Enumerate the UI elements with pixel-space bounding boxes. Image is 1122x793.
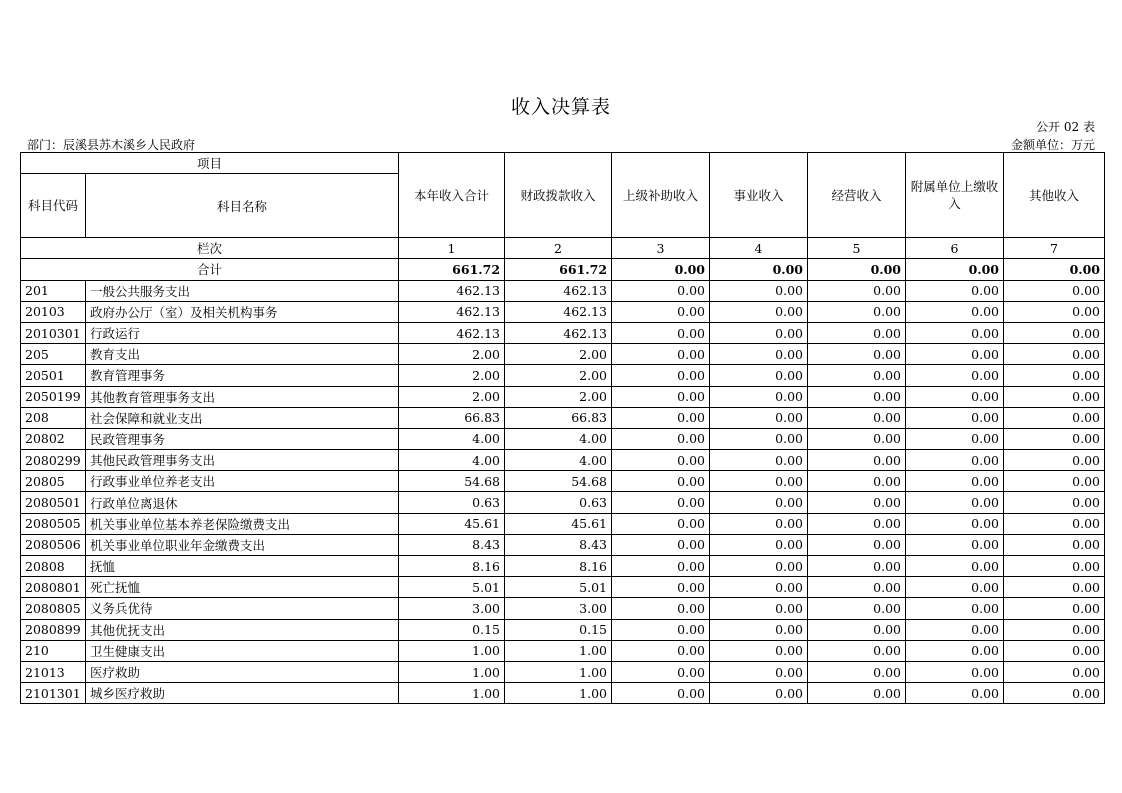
total-cell: 0.00 xyxy=(808,259,906,280)
header-name: 科目名称 xyxy=(86,174,399,238)
amount-cell: 0.00 xyxy=(906,386,1004,407)
amount-cell: 45.61 xyxy=(505,513,612,534)
amount-cell: 2.00 xyxy=(505,386,612,407)
subject-code: 2080805 xyxy=(21,598,86,619)
subject-code: 2050199 xyxy=(21,386,86,407)
subject-code: 2080501 xyxy=(21,492,86,513)
amount-cell: 0.15 xyxy=(505,619,612,640)
amount-cell: 2.00 xyxy=(399,344,505,365)
amount-cell: 0.00 xyxy=(808,344,906,365)
amount-cell: 0.00 xyxy=(710,344,808,365)
amount-cell: 2.00 xyxy=(505,344,612,365)
amount-cell: 0.00 xyxy=(1004,280,1105,301)
amount-cell: 0.00 xyxy=(612,428,710,449)
column-number-7: 7 xyxy=(1004,238,1105,259)
table-row xyxy=(21,280,1105,301)
amount-cell: 0.00 xyxy=(710,661,808,682)
amount-cell: 0.00 xyxy=(710,322,808,343)
table-row xyxy=(21,407,1105,428)
amount-cell: 5.01 xyxy=(399,577,505,598)
total-label: 合计 xyxy=(21,259,399,280)
table-row xyxy=(21,428,1105,449)
amount-cell: 0.00 xyxy=(710,365,808,386)
amount-cell: 0.00 xyxy=(808,598,906,619)
subject-name: 机关事业单位基本养老保险缴费支出 xyxy=(86,513,399,534)
amount-cell: 0.00 xyxy=(612,386,710,407)
subject-name: 机关事业单位职业年金缴费支出 xyxy=(86,534,399,555)
amount-cell: 0.00 xyxy=(710,598,808,619)
subject-name: 一般公共服务支出 xyxy=(86,280,399,301)
amount-cell: 0.00 xyxy=(906,556,1004,577)
amount-cell: 8.43 xyxy=(399,534,505,555)
amount-cell: 0.00 xyxy=(612,598,710,619)
form-number: 公开 02 表 xyxy=(1036,120,1095,134)
amount-cell: 0.00 xyxy=(1004,322,1105,343)
amount-cell: 3.00 xyxy=(505,598,612,619)
amount-cell: 0.00 xyxy=(906,428,1004,449)
amount-cell: 0.00 xyxy=(808,322,906,343)
subject-code: 2080899 xyxy=(21,619,86,640)
income-table xyxy=(20,152,1105,704)
subject-code: 21013 xyxy=(21,661,86,682)
amount-cell: 0.00 xyxy=(906,640,1004,661)
subject-code: 205 xyxy=(21,344,86,365)
amount-cell: 4.00 xyxy=(505,428,612,449)
subject-name: 行政单位离退休 xyxy=(86,492,399,513)
amount-cell: 0.00 xyxy=(1004,534,1105,555)
subject-code: 2010301 xyxy=(21,322,86,343)
department-label: 部门：辰溪县苏木溪乡人民政府 xyxy=(27,138,196,152)
amount-cell: 2.00 xyxy=(399,365,505,386)
amount-cell: 0.00 xyxy=(612,640,710,661)
amount-cell: 0.00 xyxy=(710,534,808,555)
amount-cell: 0.00 xyxy=(906,301,1004,322)
subject-code: 20802 xyxy=(21,428,86,449)
amount-cell: 0.00 xyxy=(710,471,808,492)
amount-cell: 0.00 xyxy=(710,556,808,577)
header-project: 项目 xyxy=(21,153,399,174)
amount-cell: 0.00 xyxy=(808,407,906,428)
amount-cell: 0.00 xyxy=(612,301,710,322)
amount-cell: 462.13 xyxy=(505,280,612,301)
amount-cell: 0.00 xyxy=(808,577,906,598)
table-row xyxy=(21,661,1105,682)
amount-cell: 0.00 xyxy=(808,280,906,301)
amount-cell: 0.00 xyxy=(612,492,710,513)
amount-cell: 0.00 xyxy=(612,683,710,704)
header-code: 科目代码 xyxy=(21,174,86,238)
subject-name: 其他教育管理事务支出 xyxy=(86,386,399,407)
table-row xyxy=(21,598,1105,619)
amount-cell: 462.13 xyxy=(399,280,505,301)
amount-cell: 0.00 xyxy=(808,683,906,704)
amount-cell: 0.00 xyxy=(1004,407,1105,428)
amount-cell: 66.83 xyxy=(505,407,612,428)
amount-cell: 66.83 xyxy=(399,407,505,428)
subject-name: 城乡医疗救助 xyxy=(86,683,399,704)
page-title: 收入决算表 xyxy=(510,96,611,118)
amount-cell: 0.63 xyxy=(505,492,612,513)
subject-code: 201 xyxy=(21,280,86,301)
subject-code: 2080299 xyxy=(21,450,86,471)
amount-cell: 0.00 xyxy=(808,471,906,492)
amount-cell: 462.13 xyxy=(505,322,612,343)
amount-cell: 0.00 xyxy=(1004,513,1105,534)
table-row xyxy=(21,683,1105,704)
amount-cell: 0.00 xyxy=(710,640,808,661)
amount-cell: 0.00 xyxy=(612,407,710,428)
header-lanci: 栏次 xyxy=(21,238,399,259)
amount-cell: 0.00 xyxy=(1004,619,1105,640)
header-col-2: 财政拨款收入 xyxy=(505,153,612,238)
column-number-4: 4 xyxy=(710,238,808,259)
column-number-1: 1 xyxy=(399,238,505,259)
subject-name: 抚恤 xyxy=(86,556,399,577)
amount-cell: 0.00 xyxy=(710,513,808,534)
header-col-3: 上级补助收入 xyxy=(612,153,710,238)
amount-cell: 0.00 xyxy=(612,577,710,598)
amount-cell: 0.00 xyxy=(710,492,808,513)
amount-cell: 2.00 xyxy=(505,365,612,386)
total-cell: 0.00 xyxy=(1004,259,1105,280)
amount-cell: 0.00 xyxy=(710,301,808,322)
subject-code: 20103 xyxy=(21,301,86,322)
subject-name: 教育支出 xyxy=(86,344,399,365)
amount-cell: 0.00 xyxy=(906,344,1004,365)
amount-cell: 0.00 xyxy=(1004,301,1105,322)
subject-name: 死亡抚恤 xyxy=(86,577,399,598)
amount-cell: 2.00 xyxy=(399,386,505,407)
subject-code: 2080801 xyxy=(21,577,86,598)
amount-cell: 0.00 xyxy=(612,534,710,555)
amount-cell: 0.00 xyxy=(1004,556,1105,577)
table-row xyxy=(21,640,1105,661)
total-row xyxy=(21,259,1105,280)
amount-cell: 45.61 xyxy=(399,513,505,534)
amount-cell: 0.00 xyxy=(808,556,906,577)
amount-cell: 0.00 xyxy=(612,365,710,386)
amount-cell: 4.00 xyxy=(505,450,612,471)
table-row xyxy=(21,386,1105,407)
column-number-3: 3 xyxy=(612,238,710,259)
amount-cell: 0.00 xyxy=(612,450,710,471)
subject-name: 社会保障和就业支出 xyxy=(86,407,399,428)
subject-name: 其他民政管理事务支出 xyxy=(86,450,399,471)
unit-label: 金额单位：万元 xyxy=(1010,138,1095,152)
amount-cell: 0.00 xyxy=(1004,450,1105,471)
table-row xyxy=(21,344,1105,365)
subject-name: 其他优抚支出 xyxy=(86,619,399,640)
subject-name: 卫生健康支出 xyxy=(86,640,399,661)
column-number-6: 6 xyxy=(906,238,1004,259)
amount-cell: 0.00 xyxy=(1004,344,1105,365)
subject-code: 20805 xyxy=(21,471,86,492)
total-cell: 661.72 xyxy=(505,259,612,280)
subject-code: 208 xyxy=(21,407,86,428)
amount-cell: 0.00 xyxy=(906,492,1004,513)
amount-cell: 4.00 xyxy=(399,428,505,449)
amount-cell: 0.00 xyxy=(1004,471,1105,492)
table-row xyxy=(21,513,1105,534)
amount-cell: 54.68 xyxy=(505,471,612,492)
amount-cell: 0.00 xyxy=(808,640,906,661)
amount-cell: 0.00 xyxy=(906,471,1004,492)
total-cell: 0.00 xyxy=(906,259,1004,280)
amount-cell: 0.00 xyxy=(710,386,808,407)
amount-cell: 0.00 xyxy=(808,513,906,534)
header-col-6: 附属单位上缴收入 xyxy=(906,153,1004,238)
amount-cell: 5.01 xyxy=(505,577,612,598)
table-row xyxy=(21,534,1105,555)
amount-cell: 0.00 xyxy=(808,450,906,471)
amount-cell: 0.00 xyxy=(906,513,1004,534)
total-cell: 0.00 xyxy=(612,259,710,280)
amount-cell: 0.15 xyxy=(399,619,505,640)
amount-cell: 1.00 xyxy=(505,640,612,661)
amount-cell: 4.00 xyxy=(399,450,505,471)
amount-cell: 8.43 xyxy=(505,534,612,555)
amount-cell: 8.16 xyxy=(505,556,612,577)
amount-cell: 0.00 xyxy=(906,280,1004,301)
amount-cell: 0.00 xyxy=(1004,492,1105,513)
amount-cell: 1.00 xyxy=(399,683,505,704)
amount-cell: 0.00 xyxy=(906,598,1004,619)
subject-name: 医疗救助 xyxy=(86,661,399,682)
amount-cell: 0.00 xyxy=(612,280,710,301)
amount-cell: 1.00 xyxy=(505,683,612,704)
table-row xyxy=(21,471,1105,492)
amount-cell: 0.00 xyxy=(1004,661,1105,682)
subject-name: 行政运行 xyxy=(86,322,399,343)
header-col-5: 经营收入 xyxy=(808,153,906,238)
amount-cell: 8.16 xyxy=(399,556,505,577)
amount-cell: 0.00 xyxy=(906,661,1004,682)
amount-cell: 1.00 xyxy=(399,640,505,661)
column-number-5: 5 xyxy=(808,238,906,259)
amount-cell: 0.00 xyxy=(808,534,906,555)
amount-cell: 3.00 xyxy=(399,598,505,619)
table-row xyxy=(21,577,1105,598)
amount-cell: 0.00 xyxy=(710,619,808,640)
amount-cell: 0.00 xyxy=(808,365,906,386)
amount-cell: 0.63 xyxy=(399,492,505,513)
amount-cell: 0.00 xyxy=(710,407,808,428)
amount-cell: 0.00 xyxy=(808,428,906,449)
total-cell: 661.72 xyxy=(399,259,505,280)
amount-cell: 0.00 xyxy=(612,661,710,682)
amount-cell: 0.00 xyxy=(1004,428,1105,449)
subject-name: 政府办公厅（室）及相关机构事务 xyxy=(86,301,399,322)
amount-cell: 0.00 xyxy=(906,407,1004,428)
amount-cell: 0.00 xyxy=(612,344,710,365)
amount-cell: 0.00 xyxy=(710,280,808,301)
table-row xyxy=(21,619,1105,640)
amount-cell: 0.00 xyxy=(1004,386,1105,407)
subject-code: 2080505 xyxy=(21,513,86,534)
subject-code: 20808 xyxy=(21,556,86,577)
amount-cell: 0.00 xyxy=(710,450,808,471)
table-row xyxy=(21,450,1105,471)
amount-cell: 0.00 xyxy=(906,683,1004,704)
amount-cell: 0.00 xyxy=(1004,365,1105,386)
amount-cell: 462.13 xyxy=(399,322,505,343)
amount-cell: 0.00 xyxy=(808,661,906,682)
amount-cell: 0.00 xyxy=(612,513,710,534)
table-row xyxy=(21,365,1105,386)
amount-cell: 0.00 xyxy=(1004,683,1105,704)
amount-cell: 0.00 xyxy=(906,577,1004,598)
subject-name: 教育管理事务 xyxy=(86,365,399,386)
amount-cell: 0.00 xyxy=(612,322,710,343)
table-row xyxy=(21,322,1105,343)
amount-cell: 0.00 xyxy=(906,534,1004,555)
amount-cell: 0.00 xyxy=(808,386,906,407)
amount-cell: 0.00 xyxy=(906,450,1004,471)
amount-cell: 1.00 xyxy=(399,661,505,682)
amount-cell: 0.00 xyxy=(1004,640,1105,661)
amount-cell: 0.00 xyxy=(906,619,1004,640)
amount-cell: 0.00 xyxy=(612,619,710,640)
header-col-4: 事业收入 xyxy=(710,153,808,238)
amount-cell: 0.00 xyxy=(710,577,808,598)
amount-cell: 54.68 xyxy=(399,471,505,492)
header-col-7: 其他收入 xyxy=(1004,153,1105,238)
amount-cell: 0.00 xyxy=(906,322,1004,343)
subject-code: 2080506 xyxy=(21,534,86,555)
amount-cell: 0.00 xyxy=(808,492,906,513)
amount-cell: 0.00 xyxy=(710,428,808,449)
amount-cell: 0.00 xyxy=(1004,577,1105,598)
subject-code: 2101301 xyxy=(21,683,86,704)
amount-cell: 0.00 xyxy=(710,683,808,704)
table-row xyxy=(21,556,1105,577)
total-cell: 0.00 xyxy=(710,259,808,280)
column-number-2: 2 xyxy=(505,238,612,259)
table-row xyxy=(21,492,1105,513)
subject-code: 210 xyxy=(21,640,86,661)
amount-cell: 0.00 xyxy=(808,619,906,640)
amount-cell: 1.00 xyxy=(505,661,612,682)
amount-cell: 0.00 xyxy=(906,365,1004,386)
header-col-1: 本年收入合计 xyxy=(399,153,505,238)
amount-cell: 0.00 xyxy=(612,471,710,492)
amount-cell: 0.00 xyxy=(808,301,906,322)
amount-cell: 462.13 xyxy=(505,301,612,322)
subject-name: 义务兵优待 xyxy=(86,598,399,619)
amount-cell: 0.00 xyxy=(1004,598,1105,619)
amount-cell: 462.13 xyxy=(399,301,505,322)
subject-name: 民政管理事务 xyxy=(86,428,399,449)
amount-cell: 0.00 xyxy=(612,556,710,577)
table-row xyxy=(21,301,1105,322)
subject-code: 20501 xyxy=(21,365,86,386)
subject-name: 行政事业单位养老支出 xyxy=(86,471,399,492)
